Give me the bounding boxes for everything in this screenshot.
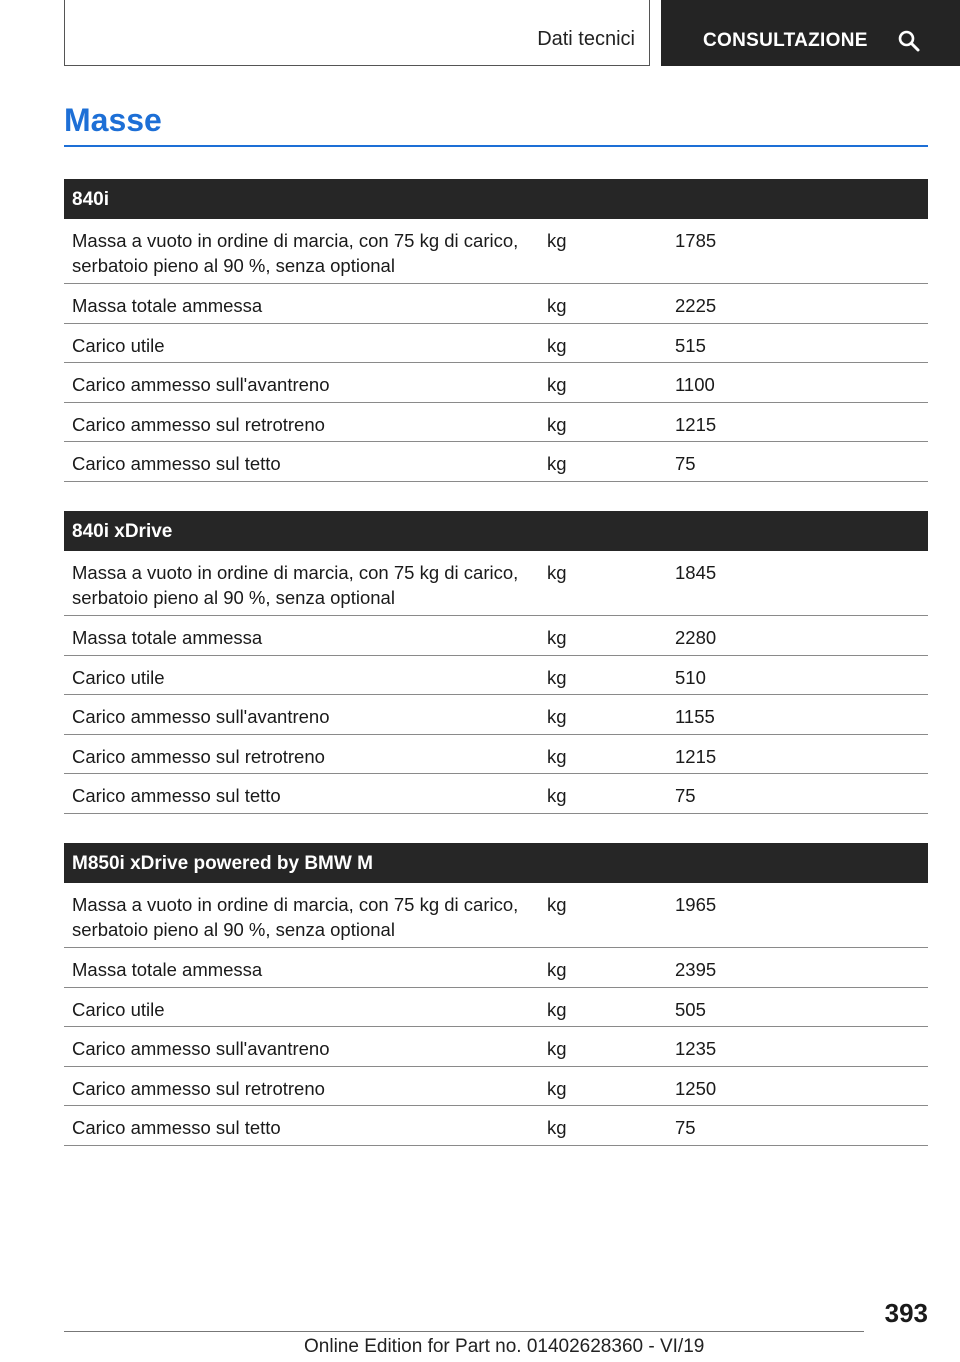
row-unit: kg xyxy=(547,706,567,727)
table-row xyxy=(64,883,928,948)
row-value: 1235 xyxy=(675,1038,717,1059)
row-value: 1250 xyxy=(675,1077,717,1099)
header-section-box xyxy=(64,0,650,66)
row-label: Massa a vuoto in ordine di marcia, con 75 kg di carico, serbatoio pieno al 90 %, senza optional xyxy=(72,562,519,608)
row-unit: kg xyxy=(547,413,567,435)
search-icon xyxy=(897,29,921,53)
table-row xyxy=(64,1067,928,1107)
table-row xyxy=(64,616,928,656)
row-label: Carico ammesso sul retrotreno xyxy=(72,1077,325,1099)
row-value: 75 xyxy=(675,785,696,806)
row-value: 1215 xyxy=(675,745,717,767)
row-value: 1845 xyxy=(675,562,717,583)
row-unit: kg xyxy=(547,627,567,648)
footer-edition: Online Edition for Part no. 01402628360 - VI/19 xyxy=(304,1336,705,1357)
row-label: Carico ammesso sul tetto xyxy=(72,1117,281,1138)
table-row xyxy=(64,656,928,696)
row-label: Carico ammesso sul tetto xyxy=(72,453,281,474)
table-row xyxy=(64,324,928,364)
row-label: Carico ammesso sull'avantreno xyxy=(72,1038,330,1059)
row-label: Massa totale ammessa xyxy=(72,959,263,980)
row-label: Carico utile xyxy=(72,334,165,356)
footer-divider xyxy=(64,1331,864,1332)
row-value: 1100 xyxy=(675,374,715,395)
row-value: 1785 xyxy=(675,230,717,251)
row-unit: kg xyxy=(547,745,567,767)
row-value: 515 xyxy=(675,334,706,356)
row-unit: kg xyxy=(547,666,567,688)
table-heading: M850i xDrive powered by BMW M xyxy=(64,843,928,883)
table-row xyxy=(64,403,928,443)
row-unit: kg xyxy=(547,998,567,1020)
table-row xyxy=(64,774,928,814)
row-unit: kg xyxy=(547,230,567,251)
row-value: 1965 xyxy=(675,894,717,915)
row-value: 505 xyxy=(675,998,706,1020)
row-label: Carico ammesso sull'avantreno xyxy=(72,374,330,395)
table-row xyxy=(64,948,928,988)
row-unit: kg xyxy=(547,562,567,583)
header-section-title: Dati tecnici xyxy=(537,28,635,50)
row-value: 75 xyxy=(675,453,696,474)
table-row xyxy=(64,695,928,735)
row-label: Massa totale ammessa xyxy=(72,627,263,648)
table-row xyxy=(64,1106,928,1146)
row-value: 2395 xyxy=(675,959,717,980)
row-label: Carico ammesso sul retrotreno xyxy=(72,745,325,767)
row-unit: kg xyxy=(547,334,567,356)
mass-table-840i xyxy=(64,179,928,482)
row-value: 75 xyxy=(675,1117,696,1138)
row-label: Carico ammesso sul retrotreno xyxy=(72,413,325,435)
row-label: Massa totale ammessa xyxy=(72,295,263,316)
table-row xyxy=(64,988,928,1028)
row-label: Massa a vuoto in ordine di marcia, con 75 kg di carico, serbatoio pieno al 90 %, senza optional xyxy=(72,894,519,940)
row-value: 2225 xyxy=(675,295,717,316)
table-row xyxy=(64,442,928,482)
page-number: 393 xyxy=(884,1298,928,1328)
table-row xyxy=(64,551,928,616)
row-value: 510 xyxy=(675,666,706,688)
row-unit: kg xyxy=(547,1117,567,1138)
row-unit: kg xyxy=(547,295,567,316)
title-divider xyxy=(64,145,928,147)
row-label: Carico ammesso sul tetto xyxy=(72,785,281,806)
row-unit: kg xyxy=(547,785,567,806)
page-title: Masse xyxy=(64,102,162,138)
table-row xyxy=(64,1027,928,1067)
consultazione-label: CONSULTAZIONE xyxy=(703,30,868,51)
table-row xyxy=(64,219,928,284)
row-value: 1215 xyxy=(675,413,717,435)
table-row xyxy=(64,363,928,403)
row-unit: kg xyxy=(547,453,567,474)
row-unit: kg xyxy=(547,1077,567,1099)
row-value: 2280 xyxy=(675,627,717,648)
table-heading: 840i xDrive xyxy=(64,511,928,551)
consultazione-button[interactable] xyxy=(661,0,960,66)
row-label: Carico ammesso sull'avantreno xyxy=(72,706,330,727)
row-label: Carico utile xyxy=(72,666,165,688)
row-unit: kg xyxy=(547,959,567,980)
mass-table-m850i-xdrive xyxy=(64,843,928,1146)
row-unit: kg xyxy=(547,894,567,915)
row-unit: kg xyxy=(547,1038,567,1059)
row-unit: kg xyxy=(547,374,567,395)
table-row xyxy=(64,284,928,324)
row-label: Massa a vuoto in ordine di marcia, con 75 kg di carico, serbatoio pieno al 90 %, senza optional xyxy=(72,230,519,276)
mass-table-840i-xdrive xyxy=(64,511,928,814)
row-label: Carico utile xyxy=(72,998,165,1020)
row-value: 1155 xyxy=(675,706,715,727)
table-heading: 840i xyxy=(64,179,928,219)
table-row xyxy=(64,735,928,775)
